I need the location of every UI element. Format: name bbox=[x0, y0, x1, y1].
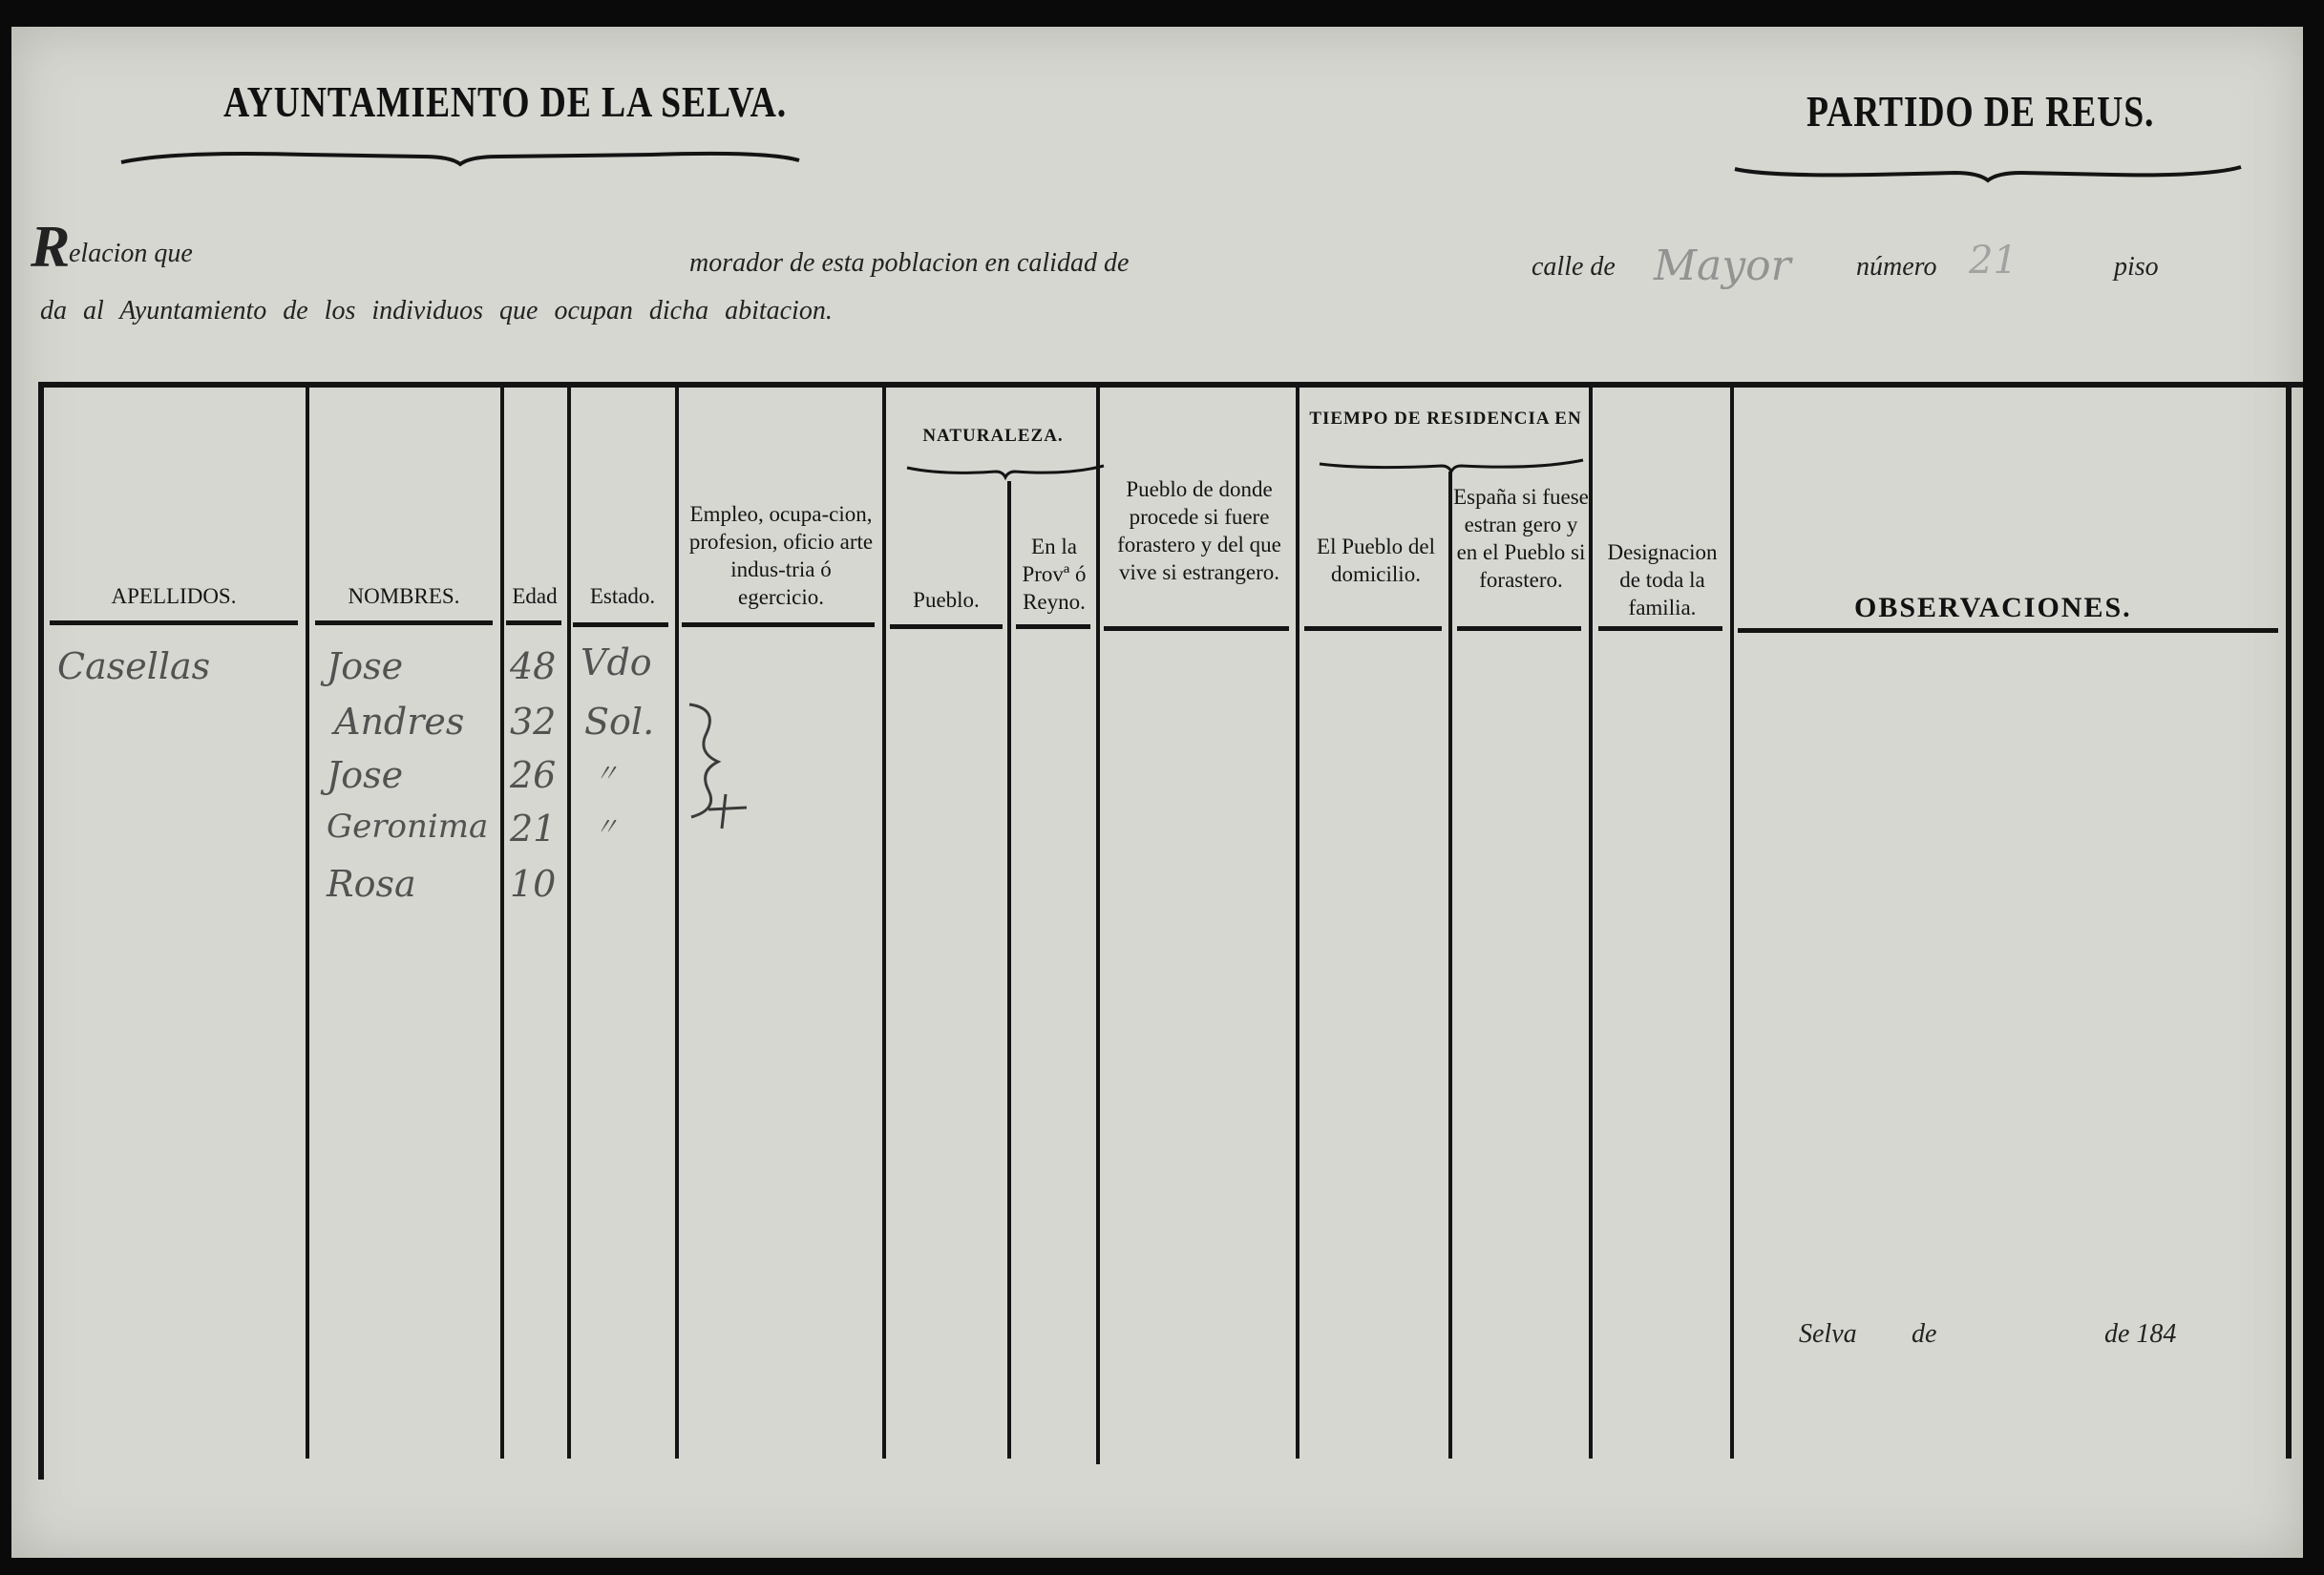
entry-name: Andres bbox=[334, 701, 465, 743]
relacion-initial: R bbox=[31, 215, 71, 280]
intro-second-line: da al Ayuntamiento de los individuos que ocupan dicha abitacion. bbox=[40, 296, 833, 326]
tiempo-flourish bbox=[1318, 452, 1585, 475]
entry-name: Jose bbox=[327, 645, 404, 687]
entry-age: 26 bbox=[510, 754, 557, 796]
col-edad: Edad bbox=[512, 584, 558, 608]
header-underline bbox=[1457, 626, 1581, 631]
col-line bbox=[306, 386, 309, 1459]
naturaleza-flourish bbox=[905, 458, 1106, 481]
header-underline bbox=[573, 622, 668, 627]
col-espana: España si fuese estran gero y en el Pueblo si forastero. bbox=[1453, 485, 1589, 592]
entry-estado: 〃 bbox=[594, 813, 620, 842]
morador-label: morador de esta poblacion en calidad de bbox=[689, 248, 1130, 278]
header-underline bbox=[1104, 626, 1289, 631]
municipality-title: AYUNTAMIENTO DE LA SELVA. bbox=[223, 77, 787, 126]
header-underline bbox=[1304, 626, 1442, 631]
handwritten-bracket bbox=[680, 695, 747, 838]
entry-estado: 〃 bbox=[594, 760, 620, 788]
header-underline bbox=[1598, 626, 1722, 631]
entry-age: 48 bbox=[510, 645, 557, 687]
entry-age: 21 bbox=[510, 808, 557, 850]
entry-estado: Vdo bbox=[581, 641, 652, 683]
header-underline bbox=[682, 622, 875, 627]
header-underline bbox=[890, 624, 1003, 629]
col-empleo: Empleo, ocupa-cion, profesion, oficio arte indus-tria ó egercicio. bbox=[688, 502, 874, 609]
right-title-flourish bbox=[1730, 156, 2246, 184]
col-line bbox=[1096, 386, 1100, 1464]
entry-name: Jose bbox=[327, 754, 404, 796]
col-designacion: Designacion de toda la familia. bbox=[1607, 540, 1718, 620]
col-naturaleza: NATURALEZA. bbox=[922, 426, 1064, 446]
left-title-flourish bbox=[116, 143, 804, 172]
numero-label: número bbox=[1856, 252, 1937, 282]
col-domicilio: El Pueblo del domicilio. bbox=[1317, 535, 1435, 586]
col-line bbox=[1296, 386, 1299, 1459]
entry-age: 32 bbox=[510, 701, 557, 743]
col-nombres: NOMBRES. bbox=[348, 584, 460, 608]
entry-age: 10 bbox=[510, 863, 557, 905]
col-line bbox=[500, 386, 504, 1459]
calle-label: calle de bbox=[1532, 252, 1616, 282]
col-provincia: En la Provª ó Reyno. bbox=[1022, 535, 1087, 614]
entry-name: Rosa bbox=[327, 863, 416, 905]
col-line bbox=[1007, 481, 1011, 1459]
entry-estado: Sol. bbox=[584, 701, 655, 743]
header-underline bbox=[506, 620, 561, 625]
col-estado: Estado. bbox=[589, 584, 656, 608]
form-sheet bbox=[11, 27, 2303, 1558]
numero-value: 21 bbox=[1969, 239, 2018, 283]
col-line bbox=[675, 386, 679, 1459]
col-pueblo: Pueblo. bbox=[913, 588, 980, 612]
header-underline bbox=[1738, 628, 2278, 633]
calle-value: Mayor bbox=[1654, 242, 1791, 290]
col-procede: Pueblo de donde procede si fuere forastero y del que vive si estrangero. bbox=[1117, 477, 1281, 584]
col-apellidos: APELLIDOS. bbox=[111, 584, 237, 608]
col-line bbox=[1730, 386, 1734, 1459]
col-line bbox=[2286, 386, 2292, 1459]
footer-year: de 184 bbox=[2104, 1319, 2177, 1349]
table-top-rule bbox=[38, 382, 2303, 388]
header-underline bbox=[50, 620, 298, 625]
col-observaciones: OBSERVACIONES. bbox=[1854, 592, 2132, 623]
piso-label: piso bbox=[2114, 252, 2159, 282]
entry-surname: Casellas bbox=[57, 645, 211, 687]
col-line bbox=[882, 386, 886, 1459]
col-tiempo-residencia: TIEMPO DE RESIDENCIA EN bbox=[1309, 409, 1582, 429]
col-line bbox=[567, 386, 571, 1459]
header-underline bbox=[1016, 624, 1090, 629]
header-underline bbox=[315, 620, 493, 625]
relacion-label: elacion que bbox=[69, 239, 193, 268]
footer-selva: Selva bbox=[1799, 1319, 1857, 1349]
col-line bbox=[1589, 386, 1593, 1459]
entry-name: Geronima bbox=[327, 808, 489, 846]
footer-de: de bbox=[1912, 1319, 1937, 1349]
col-line bbox=[1448, 472, 1452, 1459]
col-line bbox=[38, 382, 44, 1480]
district-title: PARTIDO DE REUS. bbox=[1806, 87, 2155, 136]
